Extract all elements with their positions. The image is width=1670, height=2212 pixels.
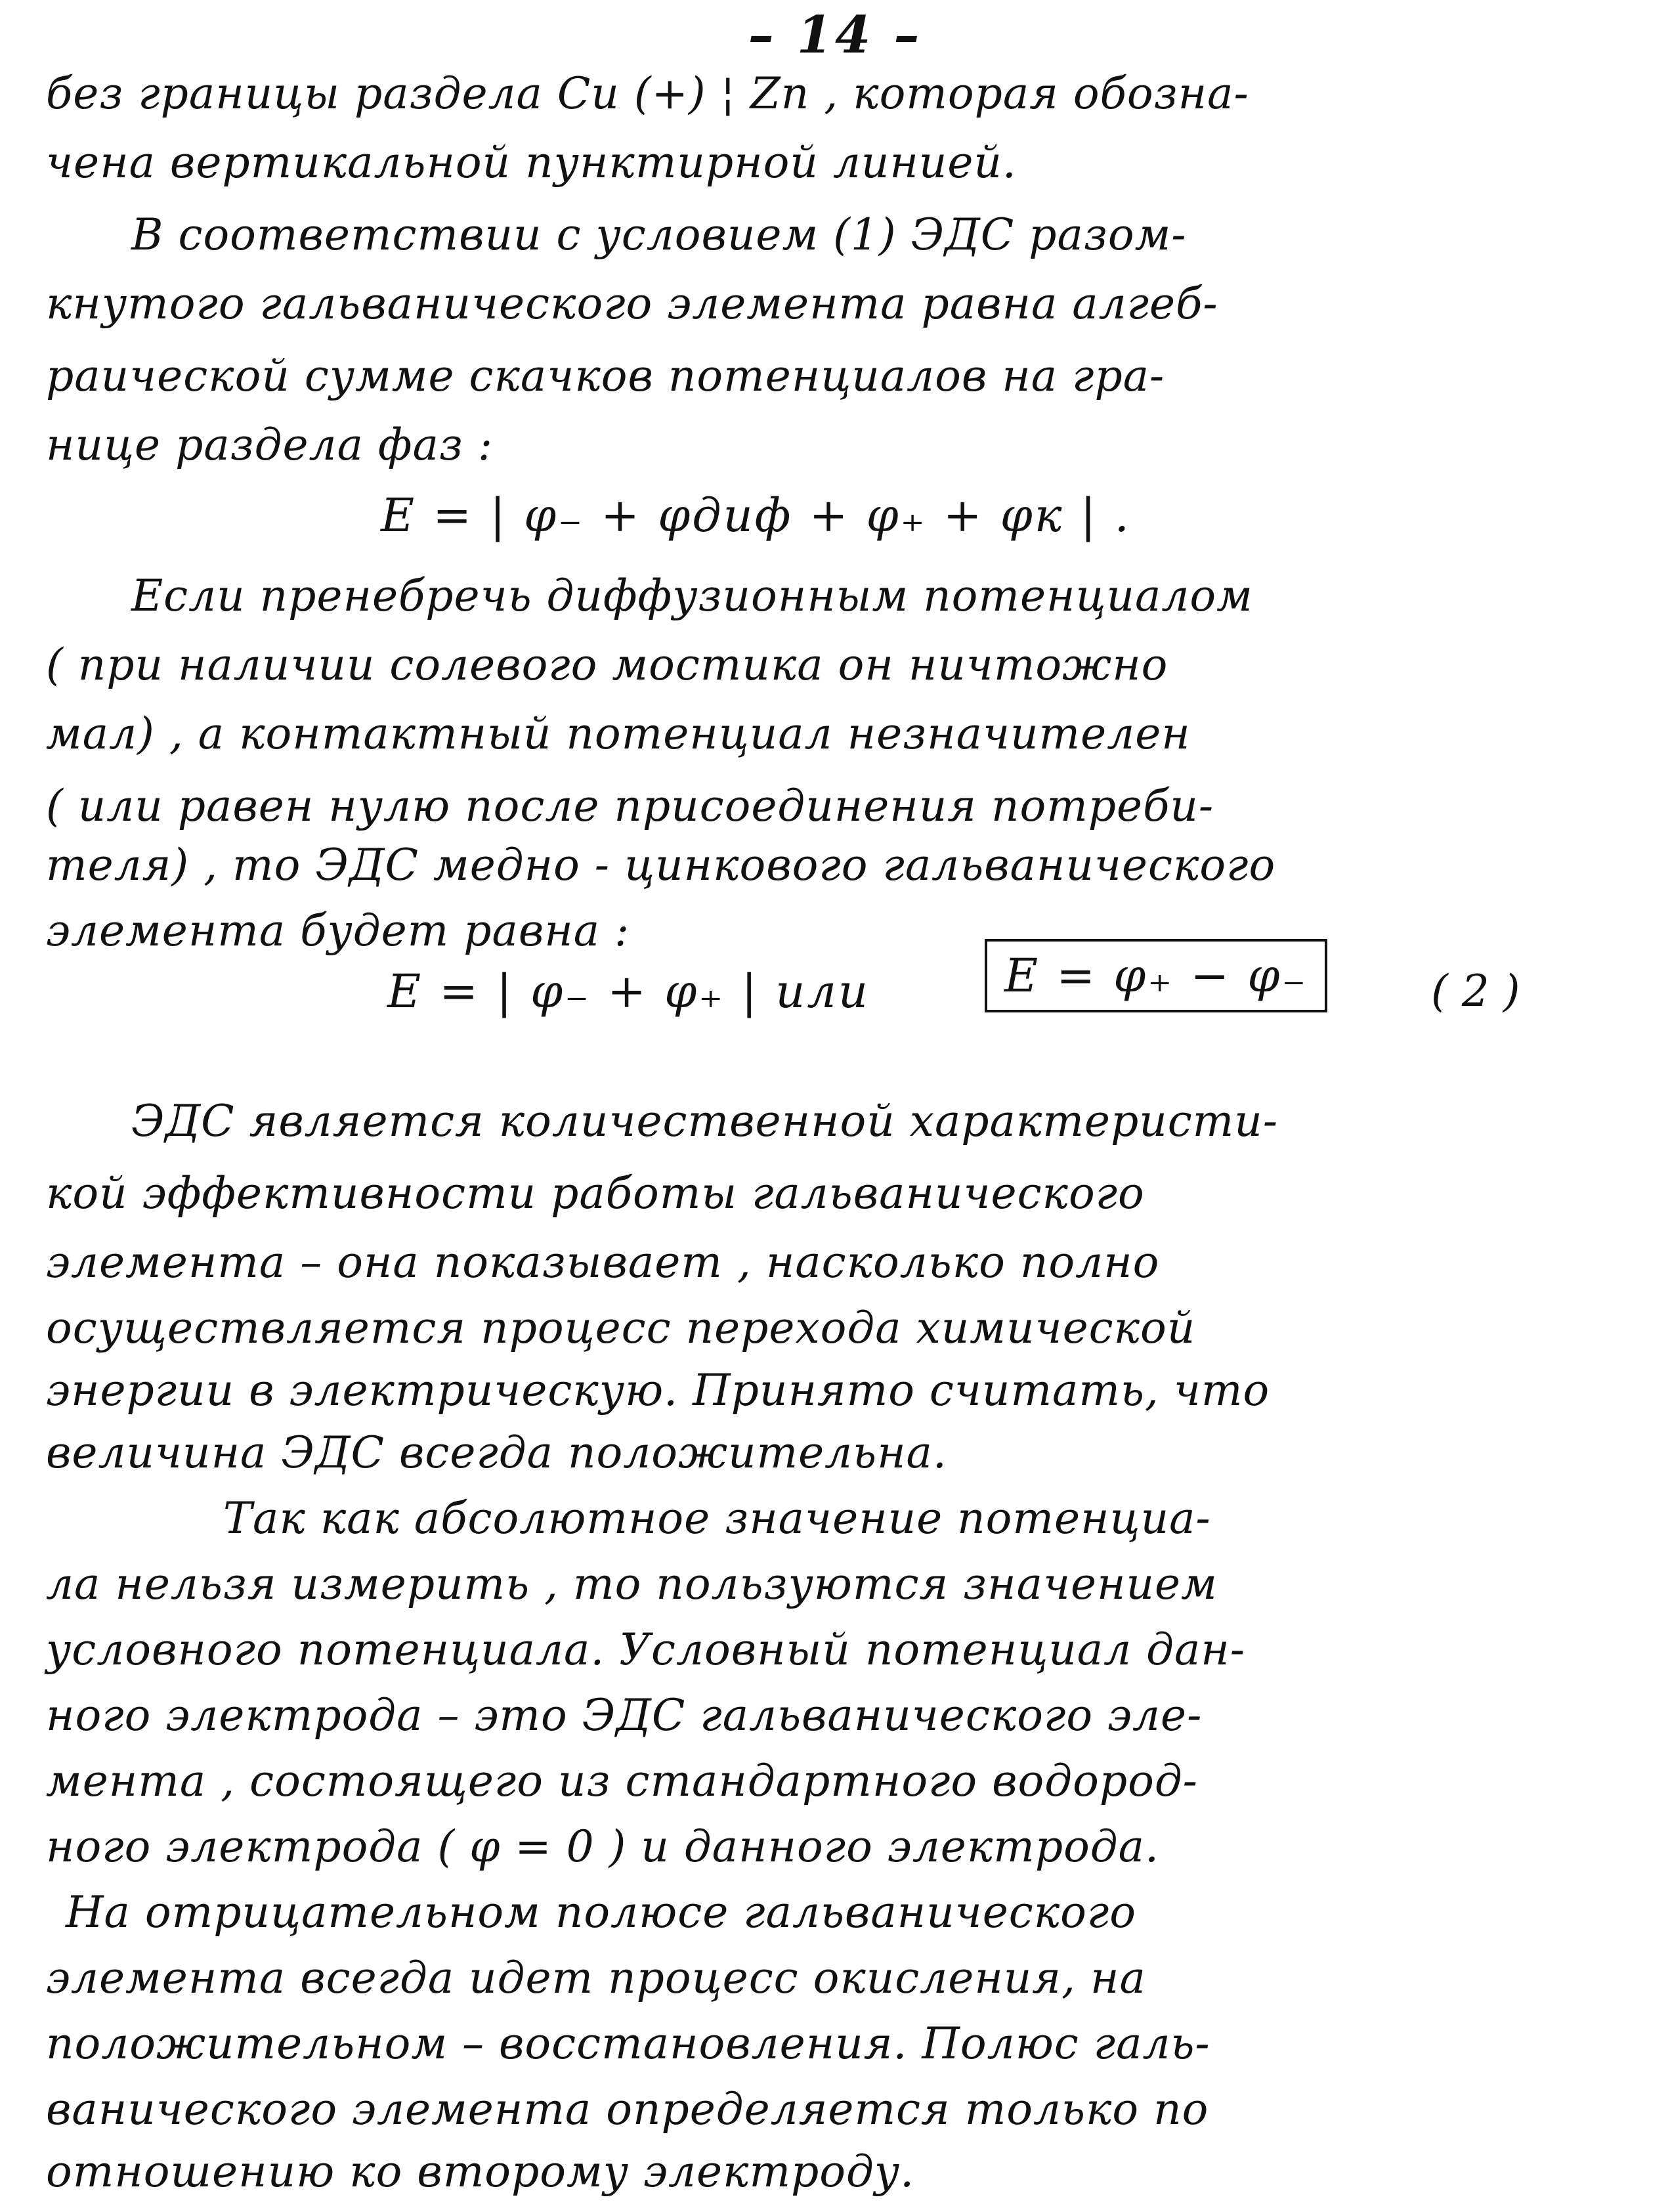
text-line: условного потенциала. Условный потенциал дан- <box>46 1624 1246 1675</box>
text-line: мента , состоящего из стандартного водород- <box>46 1756 1198 1806</box>
text-line: чена вертикальной пунктирной линией. <box>46 137 1017 188</box>
text-line: энергии в электрическую. Принято считать, что <box>46 1365 1270 1416</box>
text-line: отношению ко второму электроду. <box>46 2146 915 2197</box>
text-line: ла нельзя измерить , то пользуются значением <box>46 1559 1218 1609</box>
text-line: ( при наличии солевого мостика он ничтожно <box>46 640 1168 690</box>
text-line: кнутого гальванического элемента равна алгеб- <box>46 278 1218 329</box>
text-line: кой эффективности работы гальванического <box>46 1168 1145 1219</box>
formula-emf-sum: E = | φ₋ + φдиф + φ₊ + φк | . <box>381 488 1131 542</box>
text-line: элемента будет равна : <box>46 905 630 956</box>
text-line: В соответствии с условием (1) ЭДС разом- <box>131 209 1187 260</box>
text-line: элемента – она показывает , насколько полно <box>46 1237 1160 1288</box>
text-line: Так как абсолютное значение потенциа- <box>223 1493 1211 1544</box>
text-line: Если пренебречь диффузионным потенциалом <box>131 571 1253 621</box>
text-line: раической сумме скачков потенциалов на гра- <box>46 351 1165 401</box>
formula-emf-abs: E = | φ₋ + φ₊ | или <box>387 965 870 1018</box>
text-line: ( или равен нулю после присоединения потреби- <box>46 781 1214 831</box>
equation-number: ( 2 ) <box>1431 966 1520 1016</box>
formula-emf-boxed: E = φ₊ − φ₋ <box>985 939 1327 1012</box>
text-line: нице раздела фаз : <box>46 420 494 470</box>
text-line: теля) , то ЭДС медно - цинкового гальванического <box>46 840 1276 890</box>
text-line: без границы раздела Cu (+) ¦ Zn , которая обозна- <box>46 68 1249 119</box>
text-line: ЭДС является количественной характеристи- <box>131 1096 1279 1146</box>
text-line: ного электрода ( φ = 0 ) и данного электрода. <box>46 1821 1159 1872</box>
text-line: положительном – восстановления. Полюс галь- <box>46 2018 1210 2069</box>
text-line: На отрицательном полюсе гальванического <box>66 1887 1136 1938</box>
text-line: величина ЭДС всегда положительна. <box>46 1427 947 1478</box>
text-line: ного электрода – это ЭДС гальванического эле- <box>46 1690 1203 1741</box>
text-line: элемента всегда идет процесс окисления, на <box>46 1953 1146 2003</box>
text-line: осуществляется процесс перехода химической <box>46 1303 1196 1353</box>
page-number: – 14 – <box>748 5 922 65</box>
text-line: мал) , а контактный потенциал незначителен <box>46 708 1191 759</box>
text-line: ванического элемента определяется только по <box>46 2084 1209 2135</box>
